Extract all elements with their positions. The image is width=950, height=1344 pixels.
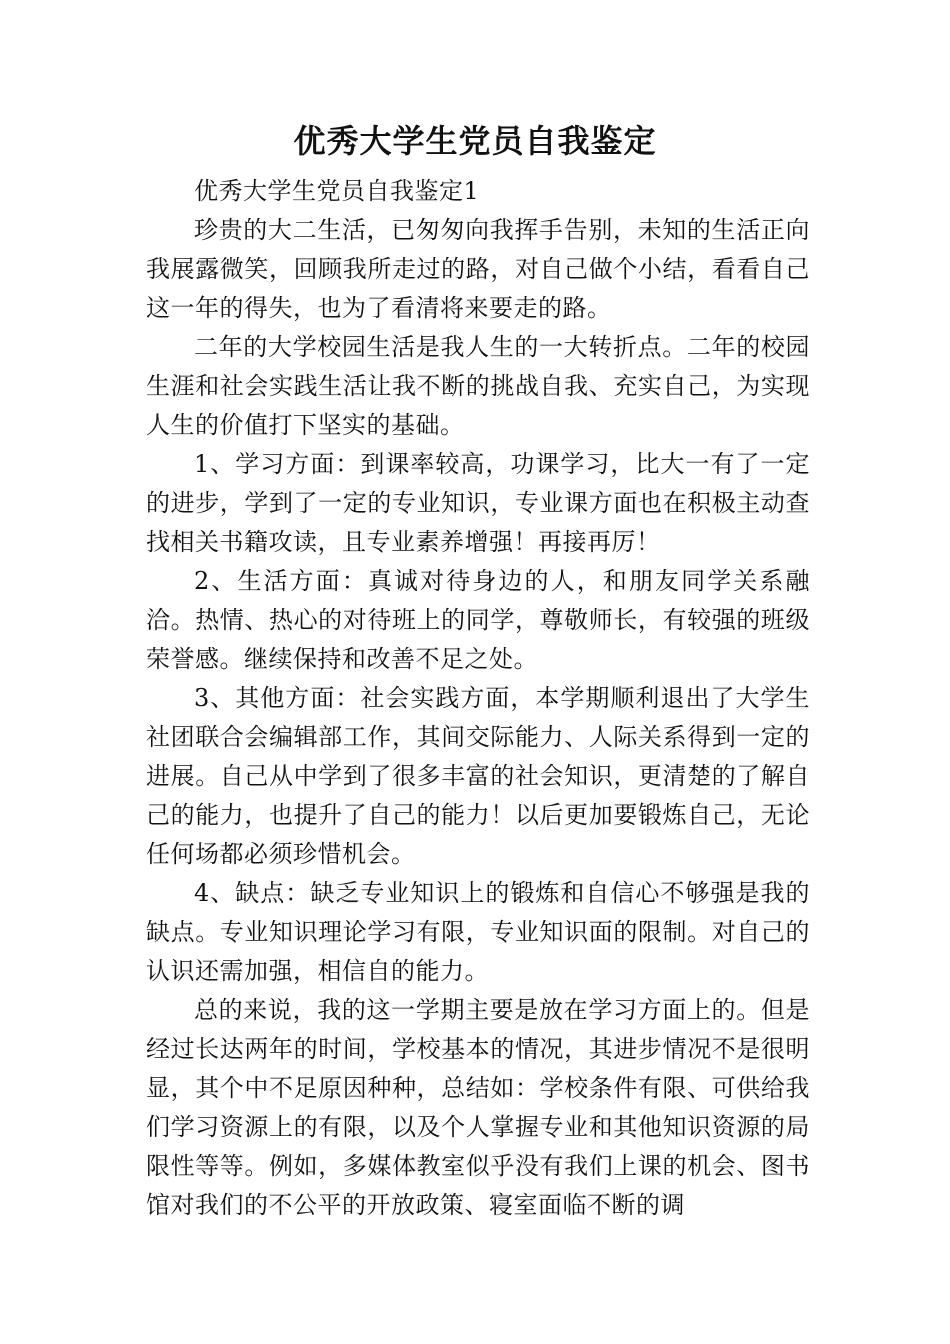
document-subtitle: 优秀大学生党员自我鉴定1 [194, 177, 480, 205]
document-title: 优秀大学生党员自我鉴定 [293, 122, 657, 160]
paragraph-shortcomings: 4、缺点：缺乏专业知识上的锻炼和自信心不够强是我的缺点。专业知识理论学习有限，专业知识面的限制。对自己的认识还需加强，相信自的能力。 [146, 879, 810, 985]
paragraph-life: 2、生活方面：真诚对待身边的人，和朋友同学关系融洽。热情、热心的对待班上的同学，尊敬师长，有较强的班级荣誉感。继续保持和改善不足之处。 [146, 567, 810, 673]
document-body [146, 172, 810, 1225]
paragraph-summary: 总的来说，我的这一学期主要是放在学习方面上的。但是经过长达两年的时间，学校基本的情况，其进步情况不是很明显，其个中不足原因种种，总结如：学校条件有限、可供给我们学习资源上的有限，以及个人掌握专业和其他知识资源的局限性等等。例如，多媒体教室似乎没有我们上课的机会、图书馆对我们的不公平的开放政策、寝室面临不断的调 [146, 996, 810, 1219]
paragraph-study: 1、学习方面：到课率较高，功课学习，比大一有了一定的进步，学到了一定的专业知识，专业课方面也在积极主动查找相关书籍攻读，且专业素养增强！再接再厉！ [146, 450, 810, 556]
paragraph-other: 3、其他方面：社会实践方面，本学期顺利退出了大学生社团联合会编辑部工作，其间交际能力、人际关系得到一定的进展。自己从中学到了很多丰富的社会知识，更清楚的了解自己的能力，也提升了自己的能力！以后更加要锻炼自己，无论任何场都必须珍惜机会。 [146, 684, 810, 868]
paragraph-turning-point: 二年的大学校园生活是我人生的一大转折点。二年的校园生涯和社会实践生活让我不断的挑战自我、充实自己，为实现人生的价值打下坚实的基础。 [146, 333, 810, 439]
paragraph-intro: 珍贵的大二生活，已匆匆向我挥手告别，未知的生活正向我展露微笑，回顾我所走过的路，对自己做个小结，看看自己这一年的得失，也为了看清将来要走的路。 [146, 216, 810, 322]
